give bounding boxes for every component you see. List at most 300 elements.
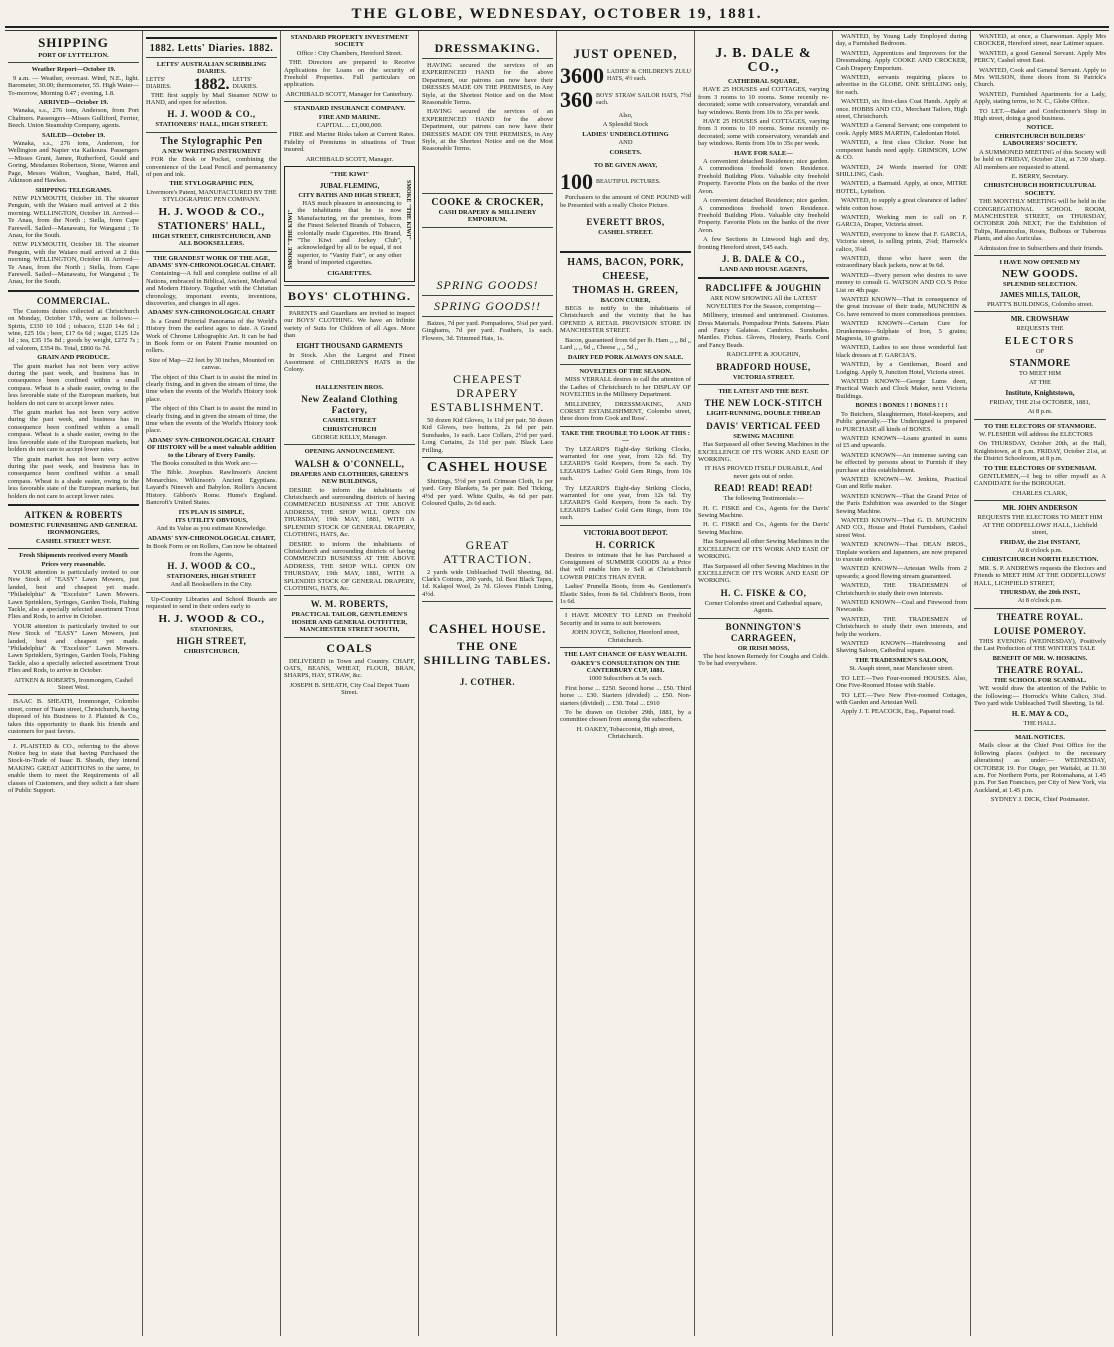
walsh-sub: DRAPERS AND CLOTHIERS, GREEN'S NEW BUILDINGS, <box>290 470 409 486</box>
anderson-req: REQUESTS THE ELECTORS TO MEET HIM AT THE ODDFELLOWS' HALL, Lichfield street, <box>977 514 1103 537</box>
nzc-street: CASHEL STREET <box>322 417 377 425</box>
james-mills: JAMES MILLS, TAILOR, <box>999 290 1081 299</box>
letts-text: THE first supply by Mail Steamer NOW to HAND, and open for selection. <box>146 91 277 107</box>
lezard-heading: TAKE THE TROUBLE TO LOOK AT THIS :— <box>561 429 690 445</box>
aitken-title: AITKEN & ROBERTS <box>24 509 123 520</box>
adams-heading: THE GRANDEST WORK OF THE AGE, ADAMS' SYN-CHRONOLOGICAL CHART. <box>147 254 276 269</box>
w-3: WANTED, Cook and General Servant. Apply to Mrs WILSON, three doors from St Patrick's Church. <box>974 66 1106 89</box>
divider <box>698 277 829 279</box>
divider <box>560 525 691 526</box>
horti-heading: CHRISTCHURCH HORTICULTURAL SOCIETY. <box>983 182 1097 197</box>
spring-goods-2: SPRING GOODS!! <box>434 298 541 313</box>
commercial-text: The Customs duties collected at Christchurch on Monday, October 17th, were as follows:—Spirits, £330 10 10d ; tobacco, £120 14s 6d ; wine, £25 10s ; beer, £17 6s 6d ; sugar, £125 12s 1d ; tea, £35 15s 8d ; goods by weight, £272 7s ; ad valorem, £354 8s. Total, £860 6s 7d. <box>8 307 139 352</box>
divider <box>8 62 139 63</box>
institute: Institute, Knightstown, <box>1005 388 1075 397</box>
splendid-stock: A Splendid Stock <box>602 121 649 129</box>
clarke-signature: CHARLES CLARK, <box>1012 489 1068 497</box>
divider <box>974 608 1106 609</box>
wanted-18: WANTED KNOWN—George Lums deen, Practical Watch and Clock Maker, next Victoria Buildings. <box>836 378 967 400</box>
to-let-2: TO LET.—Two New Five-roomed Cottages, with Garden and Artesian Well. <box>836 691 967 706</box>
divider <box>974 730 1106 731</box>
crowshaw-req: REQUESTS THE <box>1016 325 1064 333</box>
sailor-count: 360 <box>560 87 593 112</box>
kiwi-text: HAS much pleasure in announcing to the inhabitants that he is now Manufacturing, on the premises, from the Finest Selected Brands of Tobacco, colonially made Cigarettes. His Brand, "The Kiwi and Jockey Club", acknowledged by all to be equal, if not superior, to "Vanity Fair", or any other brand of imported cigarettes. <box>297 199 402 267</box>
divider <box>422 58 553 59</box>
wanted-5: WANTED a General Servant; one competent to cook. Apply MRS MARTIN, Caledonian Hotel. <box>836 122 967 137</box>
walsh-text: DESIRE to inform the inhabitants of Christchurch and surrounding districts of having COMMENCED BUSINESS AT THE ABOVE ADDRESS, THE SHOP WILL OPEN ON THURSDAY, 19th MAY, 1881, WITH A SPLENDID STOCK OF GENERAL DRAPERY, CLOTHING, HATS, &c. <box>284 486 415 539</box>
corsets: CORSETS. <box>609 148 642 156</box>
columns <box>5 30 1109 1336</box>
divider <box>974 255 1106 256</box>
hams-bacon: HAMS, BACON, PORK, <box>567 256 684 268</box>
wanted-10: WANTED, Working men to call on F. GARCIA, Draper, Victoria street. <box>836 213 967 229</box>
letts-right: LETTS' DIARIES. <box>232 76 258 91</box>
boys-text: PARENTS and Guardians are invited to inspect our BOYS' CLOTHING. We have an Infinite variety of Suits for Children of all Ages. More than <box>284 309 415 340</box>
stylo-sub: A NEW WRITING INSTRUMENT <box>162 147 261 155</box>
letts-left: LETTS' DIARIES. <box>146 76 172 91</box>
aitken-signature: AITKEN & ROBERTS, Ironmongers, Cashel Street West. <box>14 676 133 692</box>
builders-text: A SUMMONED MEETING of this Society will be held on FRIDAY, October 21st, at 7.30 sharp. All members are requested to attend. <box>974 148 1106 171</box>
kiwi-body <box>288 180 411 269</box>
also: Also, <box>618 112 633 119</box>
port-heading: PORT OF LYTTELTON. <box>38 52 109 59</box>
radcliffe-title: RADCLIFFE & JOUGHIN <box>705 283 822 294</box>
at-the: AT THE <box>1029 379 1051 387</box>
hjwood-street-4: HIGH STREET, <box>176 635 247 646</box>
plaisted-notice: J. PLAISTED & CO., referring to the above Notice beg to state that having Purchased the Stock-in-Trade of Isaac B. Sheath, they intend MAKING GREAT ADDITIONS to the same, to enable them to meet the Requirements of all classes of Customers, and they solicit a fair share of Public Support. <box>8 742 139 794</box>
wanted-29: WANTED KNOWN—Hairdressing and Shaving Saloon, Cathedral square. <box>836 640 967 655</box>
plan-a: ITS PLAN IS SIMPLE, <box>178 508 245 516</box>
divider <box>8 548 139 549</box>
grain-text: The grain market has not been very active during the past week, and business has in consequence been confined within a small compass. Wheat is a shade easier, owing to the less favorable state of the European markets, but holders do not care to accept lower rates. <box>8 362 139 407</box>
wanted-28: WANTED, THE TRADESMEN of Christchurch to study their own interests, and help the workers. <box>836 615 967 638</box>
latest-best: THE LATEST AND THE BEST. <box>718 388 809 395</box>
coals-title: COALS <box>326 640 373 655</box>
mail-notices: MAIL NOTICES. <box>1015 734 1065 741</box>
cheapest-title: CHEAPEST DRAPERY ESTABLISHMENT. <box>430 371 545 414</box>
stylo2-title: THE STYLOGRAPHIC PEN, <box>169 180 254 188</box>
letts-title: 1882. Letts' Diaries. 1882. <box>149 43 274 54</box>
wanted-19: WANTED KNOWN—Loans granted in sums of £5 and upwards. <box>836 434 967 450</box>
cooke-sub: CASH DRAPERY & MILLINERY EMPORIUM. <box>438 208 537 224</box>
jbd-text: HAVE 25 HOUSES and COTTAGES, varying from 3 rooms to 10 rooms. Some recently re-decorated; some with conservatory, verandah and bay windows. Rents from 10s to 35s per week. <box>698 86 829 116</box>
divider <box>422 193 553 194</box>
stanmore: STANMORE <box>1009 358 1071 369</box>
kiwi-side-right: SMOKE "THE KIWI" <box>405 179 411 240</box>
last-chance: THE LAST CHANCE OF EASY WEALTH. <box>564 651 687 659</box>
weather-heading: Weather Report—October 19. <box>31 66 116 74</box>
purchase-text: Purchasers to the amount of ONE POUND will be Presented with a really Choice Picture. <box>560 194 691 209</box>
dressmaking-text: HAVING secured the services of an EXPERIENCED HAND for the above Department, our patrons can now have their DRESSES MADE ON THE PREMISES, in Any Style, at the Shortest Notice and on the Most Reasonable Terms. <box>422 62 553 107</box>
divider <box>8 504 139 506</box>
kiwi-bottom: CIGARETTES. <box>327 269 372 277</box>
sic-capital: CAPITAL ... £1,000,000. <box>316 122 383 130</box>
letts-year-row <box>146 77 277 92</box>
lezard-text-2: Try LEZARD'S Eight-day Striking Clocks, warranted for one year, from 12s 6d. Try LEZARD'S Gold Keepers, from 5s each. Try LEZARD'S Ladies' Gold Gem Rings, from 10s each. <box>560 484 691 522</box>
hjwood-city-4: CHRISTCHURCH, <box>183 647 240 655</box>
oakeys-sub: 1000 Subscribers at 5s each. <box>588 675 663 683</box>
read-read: READ! READ! READ! <box>714 483 813 494</box>
jbd-sub: CATHEDRAL SQUARE, <box>727 78 800 85</box>
sailor-row <box>560 88 691 112</box>
fiske-sub: Corner Colombo street and Cathedral square, Agents. <box>704 599 823 615</box>
money-to-lend: I HAVE MONEY TO LEND on Freehold Security and in sums to suit borrowers. <box>560 612 691 627</box>
crowshaw: MR. CROWSHAW <box>1010 315 1070 324</box>
andrews-date: THURSDAY, the 20th INST., <box>999 588 1081 596</box>
isaac-sheath-notice: ISAAC B. SHEATH, Ironmonger, Colombo street, corner of Tuam street, Christchurch, having disposed of his Business to J. Plaisted & Co., takes this opportunity to thank his friends and customers for past favors. <box>8 698 139 736</box>
divider <box>422 227 553 228</box>
anderson: MR. JOHN ANDERSON <box>1002 504 1078 513</box>
wanted-7: WANTED, 24 Words inserted for ONE SHILLING, Cash. <box>836 163 967 178</box>
wanted-2: WANTED, Apprentices and Improvers for the Dressmaking. Apply COOKE AND CROCKER, Cash Drapery Emporium. <box>836 49 967 72</box>
divider <box>698 384 829 385</box>
commercial-heading: COMMERCIAL. <box>36 295 111 306</box>
davis-agents: H. C. FISKE and Co., Agents for the Davis' Sewing Machine. <box>698 504 829 520</box>
divider <box>146 592 277 593</box>
divider <box>146 37 277 39</box>
andrews: MR. S. P. ANDREWS requests the Electors and Friends to MEET HIM AT THE ODDFELLOWS' HALL, LICHFIELD STREET, <box>974 564 1106 587</box>
sic-title: STANDARD INSURANCE COMPANY. <box>293 105 406 113</box>
wanted-26: WANTED, THE TRADESMEN of Christchurch to study their own interests. <box>836 582 967 597</box>
light-running: LIGHT-RUNNING, DOUBLE THREAD <box>706 410 821 418</box>
opening-announcement: OPENING ANNOUNCEMENT. <box>304 448 395 456</box>
divider <box>284 101 415 102</box>
spi-title: STANDARD PROPERTY INVESTMENT SOCIETY <box>290 34 409 49</box>
wanted-16: WANTED, Ladies to see those wonderful fast black dresses at F. GARCIA'S. <box>836 344 967 359</box>
walsh-text-2: DESIRE to inform the inhabitants of Christchurch and surrounding districts of having COMMENCED BUSINESS AT THE ABOVE ADDRESS, THE SHOP WILL OPEN ON THURSDAY, 19th MAY, 1881, WITH A SPLENDID STOCK OF GENERAL DRAPERY, CLOTHING, HATS, &c. <box>284 540 415 592</box>
stanmore-electors: TO THE ELECTORS OF STANMORE. <box>983 422 1097 430</box>
adams-text: Containing—A full and complete outline of all Nations, embraced in Biblical, Ancient, Mediæval and Modern History. Together with the Christian chronology, important events, inventions, discoveries, and changes in all ages. <box>146 270 277 307</box>
north-election: CHRISTCHURCH NORTH ELECTION. <box>981 556 1099 564</box>
divider <box>284 637 415 638</box>
zulu-text: LADIES' & CHILDREN'S ZULU HATS, 4½ each. <box>607 68 691 82</box>
bradford-house: BRADFORD HOUSE, <box>716 361 811 372</box>
victoria-boot-depot: VICTORIA BOOT DEPOT. <box>583 528 668 537</box>
stylo2-text: Livermore's Patent, MANUFACTURED BY THE STYLOGRAPHIC PEN COMPANY. <box>146 188 277 204</box>
benefit: BENEFIT OF MR. W. HOSKINS. <box>992 654 1088 662</box>
arrived-heading: ARRIVED—October 19. <box>38 99 109 107</box>
telegrams-heading: SHIPPING TELEGRAMS. <box>35 186 112 194</box>
w-1: WANTED, at once, a Charwoman. Apply Mrs CROCKER, Hereford street, near Latimer square. <box>974 33 1106 48</box>
column-wanted <box>833 31 971 1336</box>
money-signature: JOHN JOYCE, Solicitor, Hereford street, Christchurch. <box>571 629 680 644</box>
nzc-manager: GEORGE KELLY, Manager. <box>311 434 388 442</box>
grain-text-2: The grain market has not been very active during the past week, and business has in consequence been confined within a small compass. Wheat is a shade easier, owing to the less favorable state of the European markets, but holders do not care to accept lower rates. <box>8 409 139 454</box>
dairy-fed: DAIRY FED PORK ALWAYS ON SALE. <box>567 353 684 361</box>
for-sale-list-2: A convenient detached Residence; nice garden. A commodious freehold town Residence. Freehold Building Plots. Valuable city freehold Property. Favorite Plots on the banks of the river Avon. <box>698 197 829 234</box>
wanted-17: WANTED, by a Gentleman, Board and Lodging. Apply 9, Junction Hotel, Victoria street. <box>836 361 967 376</box>
wanted-1: WANTED, by Young Lady Employed during day, a Furnished Bedroom. <box>836 33 967 48</box>
just-opened: JUST OPENED, <box>573 46 678 61</box>
builders-heading: CHRISTCHURCH BUILDERS' LABOURERS' SOCIETY. <box>994 132 1086 148</box>
eight-thousand: EIGHT THOUSAND GARMENTS <box>296 341 403 350</box>
newspaper-page <box>5 4 1109 1339</box>
column-everett <box>557 31 695 1336</box>
everett-street: CASHEL STREET. <box>598 229 653 237</box>
eight-text: In Stock. Also the Largest and Finest Assortment of CHILDREN'S HATS in the Colony. <box>284 351 415 374</box>
divider <box>422 457 553 458</box>
telegrams-text-2: NEW PLYMOUTH, October 18. The steamer Penguin, with the Waiaro mail arrived at 2 this morning. WELLINGTON, October 18. Arrived—Te Anau, from the North ; Stella, from Cape Farewell. Sailed—Manawatu, for Wanganui ; Te Anau, for the South. <box>8 241 139 286</box>
novelties: NOVELTIES OF THE SEASON. <box>579 367 672 375</box>
bones-text: To Butchers, Slaughtermen, Hotel-keepers, and Public generally.—The Undersigned is prepared to PURCHASE all kinds of BONES. <box>836 410 967 433</box>
column-dale <box>695 31 833 1336</box>
w-4: WANTED, Furnished Apartments for a Lady, Apply, stating terms, to N. C., Globe Office. <box>974 90 1106 106</box>
davis-agents-2: H. C. FISKE and Co., Agents for the Davis' Sewing Machine. <box>698 521 829 536</box>
column-drapery <box>419 31 557 1336</box>
divider <box>974 419 1106 420</box>
wanted-22: WANTED KNOWN—That the Grand Prize of the Paris Exhibition was awarded to the Singer Sewing Machine. <box>836 492 967 515</box>
verrall-mil: MILLINERY, DRESSMAKING, AND CORSET ESTABLISHMENT, Colombo street, three doors from Cook and Ross'. <box>560 400 691 423</box>
divider <box>284 306 415 307</box>
plan-c: And its Value as you estimate Knowledge. <box>156 525 267 533</box>
for-sale: HAVE FOR SALE— <box>734 149 793 157</box>
meet-him: TO MEET HIM <box>1018 370 1061 377</box>
wanted-8: WANTED, a Barmaid. Apply, at once, MITRE HOTEL, Lyttelton. <box>836 180 967 195</box>
wanted-9: WANTED, to supply a great clearance of ladies' white cotton hose. <box>836 197 967 212</box>
divider <box>698 618 829 619</box>
hjwood-name-3: H. J. WOOD & CO., <box>167 560 256 571</box>
hjwood-tail-3: And all Booksellers in the City. <box>170 581 253 589</box>
divider <box>284 595 415 596</box>
radcliffe-list: Millinery, trimmed and untrimmed. Costumes. Dress Materials. Pompadour Prints. Sateens. Plain and Fancy Galateas. Cambrics. Sunshades. Mantles. Fichus. Gloves, Hosiery, Pearls. Cord and Fancy Beads. <box>698 312 829 349</box>
sewing-machine: SEWING MACHINE <box>733 432 794 440</box>
mills-sub: PRATT'S BUILDINGS, Colombo street. <box>986 300 1094 308</box>
testimonials: The following Testimonials:— <box>723 495 804 503</box>
upcountry-text: Up-Country Libraries and School Boards are requested to send in their orders early to <box>146 595 277 611</box>
divider <box>560 251 691 253</box>
everett-bros: EVERETT BROS, <box>586 217 665 228</box>
books-list: The Bible. Josephus. Rawlinson's Ancient Monarchies. Wilkinson's Ancient Egyptians. Layard's Nineveh and Babylon. Rollin's Ancient History. Gibbon's Rome. Hume's England. Bancroft's United States. <box>146 469 277 507</box>
corrick-name: H. CORRICK <box>595 539 656 550</box>
may-sub: THE HALL. <box>1023 719 1057 727</box>
jbd-text-2: HAVE 25 HOUSES and COTTAGES, varying from 3 rooms to 10 rooms. Some recently re-decorated; some with conservatory, verandah and bay windows. Rents from 10s to 35s per week. <box>698 118 829 148</box>
adams-body: The object of this Chart is to assist the mind in clearly fixing, and in given the stream of time, the time when the events of the World's History took place. <box>146 373 277 403</box>
school-scandal: THE SCHOOL FOR SCANDAL. <box>993 676 1087 684</box>
sic-sub: FIRE AND MARINE. <box>318 113 381 121</box>
flesher-text: On THURSDAY, October 20th, at the Hall, Knightstown, at 8 p.m. FRIDAY, October 21st, at the District Schoolroom, at 8 p.m. <box>974 440 1106 463</box>
anderson-date: FRIDAY, the 21st INSTANT, <box>1000 538 1080 546</box>
wanted-11: WANTED, everyone to know that F. GARCIA, Victoria street, is selling prints, 2¼d; Harrock's calico, 3¼d. <box>836 230 967 253</box>
divider <box>560 608 691 609</box>
dressmaking-title: DRESSMAKING. <box>434 41 541 55</box>
tradesmens-saloon: THE TRADESMEN'S SALOON, <box>855 656 948 664</box>
wanted-21: WANTED KNOWN—W. Jenkins, Practical Gun and Rifle maker. <box>836 475 967 491</box>
divider <box>974 311 1106 312</box>
green-text: BEGS to notify to the inhabitants of Christchurch and the vicinity that he has OPENED A RETAIL PROVISION STORE IN MANCHESTER STREET. <box>560 305 691 335</box>
books-heading: The Books consulted in this Work are:— <box>151 460 258 468</box>
bonnington-text: The best known Remedy for Coughs and Colds. To be had everywhere. <box>698 652 829 668</box>
oakeys-prizes: First horse ... £250. Second horse ... £50. Third horse ... £30. Starters (divided) ... £50. Non-starters (divided) ... £30. Total ... £910 <box>560 684 691 707</box>
ladies-underclothing: LADIES' UNDERCLOTHING <box>582 130 669 138</box>
adams4-heading: ADAMS' SYN-CHRONOLOGICAL CHART, <box>147 534 276 542</box>
adams2-text: Is a Grand Pictorial Panorama of the World's History from the earliest ages to date. A Grand Work of Chrome Lithographic Art. It can be had in Book form or on Patent Frame mounted on rollers. <box>146 317 277 355</box>
spring-list: Baizes, 7d per yard. Pompadores, 5¼d per yard. Ginghams, 7d per yard. Feathers, 1s each. Flowers, 3d. Trimmed Hats, 1s. <box>422 319 553 342</box>
wanted-15: WANTED KNOWN—Certain Cure for Drunkenness—Sulphate of Iron, 5 grains; Magnesia, 10 grains. <box>836 320 967 343</box>
new-goods: NEW GOODS. <box>1001 268 1079 281</box>
corrick-list: Ladies' Prunella Boots, from 4s. Gentlemen's Elastic Sides, from 8s 6d. Children's Boots, from 1s 6d. <box>560 583 691 606</box>
to-let-apply: Apply J. T. PEACOCK, Esq., Papanui road. <box>841 708 956 716</box>
green-prices: Bacon, guaranteed from 6d per lb. Ham ,, ,, 8d ,, Lard ,, ,, 6d ,, Cheese ,, ,, 5d ,, <box>560 336 691 352</box>
nz-clothing-factory: New Zealand Clothing Factory, <box>301 394 398 416</box>
w-2: WANTED, a good General Servant. Apply Mrs PERCY, Cashel street East. <box>974 49 1106 65</box>
bonnington-title: BONNINGTON'S CARRAGEEN, <box>725 621 802 643</box>
of-word: OF <box>1035 347 1045 355</box>
notice-heading: NOTICE. <box>1026 124 1054 132</box>
w-5: TO LET.—Baker and Confectioner's Shop in High street, doing a good business. <box>974 107 1106 123</box>
davis-title: DAVIS' VERTICAL FEED <box>706 420 821 431</box>
to-let-1: TO LET.—Two Four-roomed HOUSES. Also, One Five-Roomed House with Stable. <box>836 674 967 690</box>
spi-office: Office : City Chambers, Hereford Street. <box>296 49 403 57</box>
verrall-text: MISS VERRALL desires to call the attention of the Ladies of Christchurch to her DISPLAY OF NOVELTIES in the Millinery Department. <box>560 376 691 399</box>
sailor-text: BOYS' STRAW SAILOR HATS, 7½d each. <box>596 92 691 106</box>
davis-text-3: Has Surpassed all other Sewing Machines in the EXCELLENCE OF ITS WORK AND EASE OF WORKING. <box>698 562 829 585</box>
friday-date: FRIDAY, THE 21st OCTOBER, 1881, <box>989 398 1091 406</box>
letts-year: 1882. <box>193 75 230 93</box>
wanted-3: WANTED, servants requiring places to advertise in the GLOBE. ONE SHILLING only, for each. <box>836 74 967 96</box>
green-sub: BACON CURER, <box>600 296 651 304</box>
given-away: TO BE GIVEN AWAY, <box>593 162 658 170</box>
masthead: THE GLOBE, WEDNESDAY, OCTOBER 19, 1881. <box>5 4 1109 28</box>
louise-pomeroy: LOUISE POMEROY. <box>993 625 1087 636</box>
cheese: CHEESE, <box>602 270 649 282</box>
sections-text: A few Sections in Linwood high and dry, fronting Hereford street, £45 each. <box>698 236 829 251</box>
radcliffe-sub: ARE NOW SHOWING All the LATEST NOVELTIES For the Season, comprising— <box>706 295 821 310</box>
cashel-house-1: CASHEL HOUSE <box>426 459 549 475</box>
wanted-4: WANTED, six first-class Coat Hands. Apply at once. HOBBS AND CO., Merchant Tailors, High street, Christchurch. <box>836 98 967 121</box>
cheapest-text: 50 dozen Kid Gloves, 1s 11d per pair. 50 dozen Kid Gloves, two buttons, 2s 6d per pair. Sunshades, 1s each. Lace Collars, 2½d per yard. Long Curtains, 2s 11d per pair. Black Lace Frilling. <box>422 416 553 454</box>
divider <box>8 290 139 292</box>
corrick-text: Desires to intimate that he has Purchased a Consignment of SUMMER GOODS At a Price that will enable him to Sell at Christchurch LOWER PRICES THAN EVER. <box>560 551 691 581</box>
telegrams-text: NEW PLYMOUTH, October 18. The steamer Penguin, with the Waiaro mail arrived at 2 this morning. WELLINGTON, October 18. Arrived—Te Anau, from the North ; Stella, from Cape Farewell. Sailed—Manawatu, for Wanganui ; Te Anau, for the South. <box>8 194 139 239</box>
jbd2-sub: LAND AND HOUSE AGENTS, <box>719 265 808 273</box>
nzc-city: CHRISTCHURCH <box>322 425 377 433</box>
kiwi-top: "THE KIWI" <box>329 171 370 179</box>
adams2-heading: ADAMS' SYN-CHRONOLOGICAL CHART <box>148 309 275 317</box>
one-shilling-tables: THE ONE SHILLING TABLES. <box>423 639 552 668</box>
zulu-row <box>560 64 691 88</box>
kiwi-side-left: SMOKE "THE KIWI" <box>288 208 294 269</box>
hjwood-name-2: H. J. WOOD & CO., <box>158 205 265 218</box>
weather-text: 9 a.m. — Weather, overcast. Wind, N.E., light. Barometer, 30.00; thermometer, 55. High Water—To-morrow, Morning 0.47 ; evening, 1.8. <box>8 74 139 97</box>
kiwi-ad <box>284 166 415 282</box>
dressmaking-text-2: HAVING secured the services of an EXPERIENCED HAND for the above Department, our patrons can now have their DRESSES MADE ON THE PREMISES, in Any Style, at the Shortest Notice and on the Most Reasonable Terms. <box>422 108 553 153</box>
jubal-sub: CITY BATHS AND HIGH STREET, <box>298 191 401 199</box>
divider <box>8 694 139 695</box>
adams-size: Size of Map—22 feet by 30 inches, Mounted on canvas. <box>148 356 275 372</box>
at-8pm: At 8 p.m. <box>1027 408 1053 416</box>
pictures-text: BEAUTIFUL PICTURES. <box>596 178 661 185</box>
oakeys-consultation: OAKEY'S CONSULTATION ON THE CANTERBURY CUP, 1881. <box>571 659 680 674</box>
jbd2-title: J. B. DALE & CO., <box>721 253 805 264</box>
shipping-title: SHIPPING <box>38 35 109 50</box>
boys-clothing-title: BOYS' CLOTHING. <box>287 288 412 303</box>
coals-text: DELIVERED in Town and Country. CHAFF, OATS, BEANS, WHEAT, FLOUR, BRAN, SHARPS, HAY, STRAW, &c. <box>284 657 415 680</box>
aitken-street: CASHEL STREET WEST. <box>36 537 111 545</box>
mail-signature: SYDNEY J. DICK, Chief Postmaster. <box>990 796 1090 804</box>
cashel-list: Shirtings, 5½d per yard. Crimean Cloth, 1s per yard. Grey Blankets, 5s per pair. Bed Ticking, 4½d per yard. White Quilts, 4s 6d per pair. Coloured Quilts, 2s 6d each. <box>422 477 553 508</box>
fiske-title: H. C. FISKE & CO, <box>720 587 807 598</box>
zulu-count: 3600 <box>560 63 604 88</box>
hjwood-addr-2: HIGH STREET, CHRISTCHURCH, AND ALL BOOKSELLERS. <box>152 232 271 248</box>
kiwi-center <box>295 180 403 269</box>
horti-admission: Admission free to Subscribers and their friends. <box>979 244 1104 252</box>
wanted-12: WANTED, those who have seen the extraordinary black jackets, now at 9s 6d. <box>836 254 967 270</box>
arrived-text: Wanaka, s.s., 276 tons, Anderson, from Port Chalmers. Passengers—Misses Gulliford, Ferrier, Beech. Union Steamship Company, agents. <box>8 107 139 130</box>
davis-text: Has Surpassed all other Sewing Machines in the EXCELLENCE OF ITS WORK AND EASE OF WORKING. <box>698 441 829 464</box>
wmr-sub: PRACTICAL TAILOR, GENTLEMEN'S HOSIER AND GENERAL OUTFITTER, MANCHESTER STREET SOUTH, <box>291 611 408 634</box>
grain-heading: GRAIN AND PRODUCE. <box>37 354 110 362</box>
coals-signature: JOSEPH B. SHEATH, City Coal Depot Tuam Street. <box>289 681 410 697</box>
spi-signature: ARCHIBALD SCOTT, Manager for Canterbury. <box>285 90 414 98</box>
flesher: W. FLESHER will address the ELECTORS <box>979 431 1093 439</box>
sydenham-text: GENTLEMEN,—I beg to offer myself as A CANDIDATE for the BOROUGH. <box>974 473 1106 488</box>
pictures-row <box>560 170 691 194</box>
hjwood-name-1: H. J. WOOD & CO., <box>167 109 256 120</box>
drapery-text: WE would draw the attention of the Public to the following:— Horrock's White Calico, 3¼d. Two yard wide Unbleached Twill Sheeting, 1s 6d. <box>974 685 1106 708</box>
oakeys-signature: H. OAKEY, Tobacconist, High street, Christchurch. <box>576 725 675 741</box>
column-standard <box>281 31 419 1336</box>
adams-body-2: The object of this Chart is to assist the mind in clearly fixing, and in given the stream of time, the time when the events of the World's History took place. <box>146 405 277 435</box>
wanted-27: WANTED KNOWN—Coal and Firewood from Newcastle. <box>836 599 967 614</box>
divider <box>422 316 553 317</box>
plan-b: ITS UTILITY OBVIOUS, <box>175 516 248 524</box>
sailed-heading: SAILED—October 19. <box>41 131 106 139</box>
splendid-selection: SPLENDID SELECTION. <box>1002 281 1078 289</box>
divider <box>284 285 415 286</box>
column-shipping <box>5 31 143 1336</box>
sydenham-electors: TO THE ELECTORS OF SYDENHAM. <box>983 464 1097 472</box>
anderson-time: At 8 o'clock p.m. <box>1017 546 1063 554</box>
great-attraction: GREAT ATTRACTION. <box>442 537 533 566</box>
lezard-text: Try LEZARD'S Eight-day Striking Clocks, warranted for one year, from 12s 6d. Try LEZARD'S Gold Keepers, from 5s each. Try LEZARD'S Ladies' Gold Gem Rings, from 10s each. <box>560 445 691 483</box>
opened-my: I HAVE NOW OPENED MY <box>999 258 1081 266</box>
spring-goods-1: SPRING GOODS! <box>436 277 539 292</box>
bradford-street: VICTORIA STREET. <box>732 373 795 381</box>
wanted-25: WANTED KNOWN—Artesian Wells from 2 upwards; a good flowing stream guaranteed. <box>836 565 967 580</box>
divider <box>422 295 553 296</box>
divider <box>146 132 277 133</box>
cooke-title: COOKE & CROCKER, <box>431 196 544 208</box>
wanted-13: WANTED—Every person who desires to save money to consult G. WATSON AND CO.'S Price List on 4th page. <box>836 271 967 294</box>
divider <box>146 251 277 252</box>
aitken-text-2: YOUR attention is particularly invited to our New Stock of "EASY" Lawn Mowers, just landed, best and cheapest yet made. "Philadelphia" & "Excelsior" Lawn Mowers. Lawn Sprinklers, Syringes, Garden Tools, Fishing Tackle, also a specially selected assortment Trout Flies and Rods, to arrive in October. <box>8 622 139 675</box>
sic-text: FIRE and Marine Risks taken at Current Rates. Fidelity of Premiums in situations of Trust insured. <box>284 131 415 154</box>
wanted-23: WANTED KNOWN—That G. D. MUNCHIN AND CO., House and Hotel Furnishers, Cashel street West. <box>836 516 967 539</box>
divider <box>422 601 553 602</box>
divider <box>8 739 139 740</box>
andrews-time: At 8 o'clock p.m. <box>1017 597 1063 605</box>
hjwood-sub-2: STATIONERS' HALL, <box>157 220 266 232</box>
bonnington-sub: OR IRISH MOSS, <box>737 644 790 652</box>
walsh-title: WALSH & O'CONNELL, <box>294 458 405 469</box>
hallenstein: HALLENSTEIN BROS. <box>315 383 384 391</box>
theatre-royal-2: THEATRE ROYAL. <box>996 664 1084 675</box>
grain-text-3: The grain market has not been very active during the past week, and business has in consequence been confined within a small compass. Wheat is a shade easier, owing to the less favorable state of the European markets, but holders do not care to accept lower rates. <box>8 455 139 500</box>
wanted-14: WANTED KNOWN—That in consequence of the great increase of their trade, MUNCHIN & Co. have removed to more commodious premises. <box>836 296 967 318</box>
column-notices <box>971 31 1109 1336</box>
column-stationers <box>143 31 281 1336</box>
and-word: AND <box>618 139 633 147</box>
tradesmens-sub: St. Asaph street, near Manchester street. <box>849 665 954 673</box>
divider <box>974 500 1106 501</box>
divider <box>146 57 277 58</box>
bones-heading: BONES ! BONES ! ! BONES ! ! ! <box>855 402 948 410</box>
may-title: H. E. MAY & CO., <box>1011 709 1069 718</box>
mail-text: Mails close at the Chief Post Office for the following places (subject to the necessary alterations) as under:— WEDNESDAY, OCTOBER 19. For Otago, per Waitaki, at 11.30 a.m. For Northern Ports, per Rotomahana, at 1.45 p.m. For San Francisco, per City of New York, via Auckland, at 1.45 p.m. <box>974 742 1106 794</box>
cother-name: J. COTHER. <box>459 677 516 688</box>
jbd-title: J. B. DALE & CO., <box>715 46 812 75</box>
pictures-count: 100 <box>560 169 593 195</box>
